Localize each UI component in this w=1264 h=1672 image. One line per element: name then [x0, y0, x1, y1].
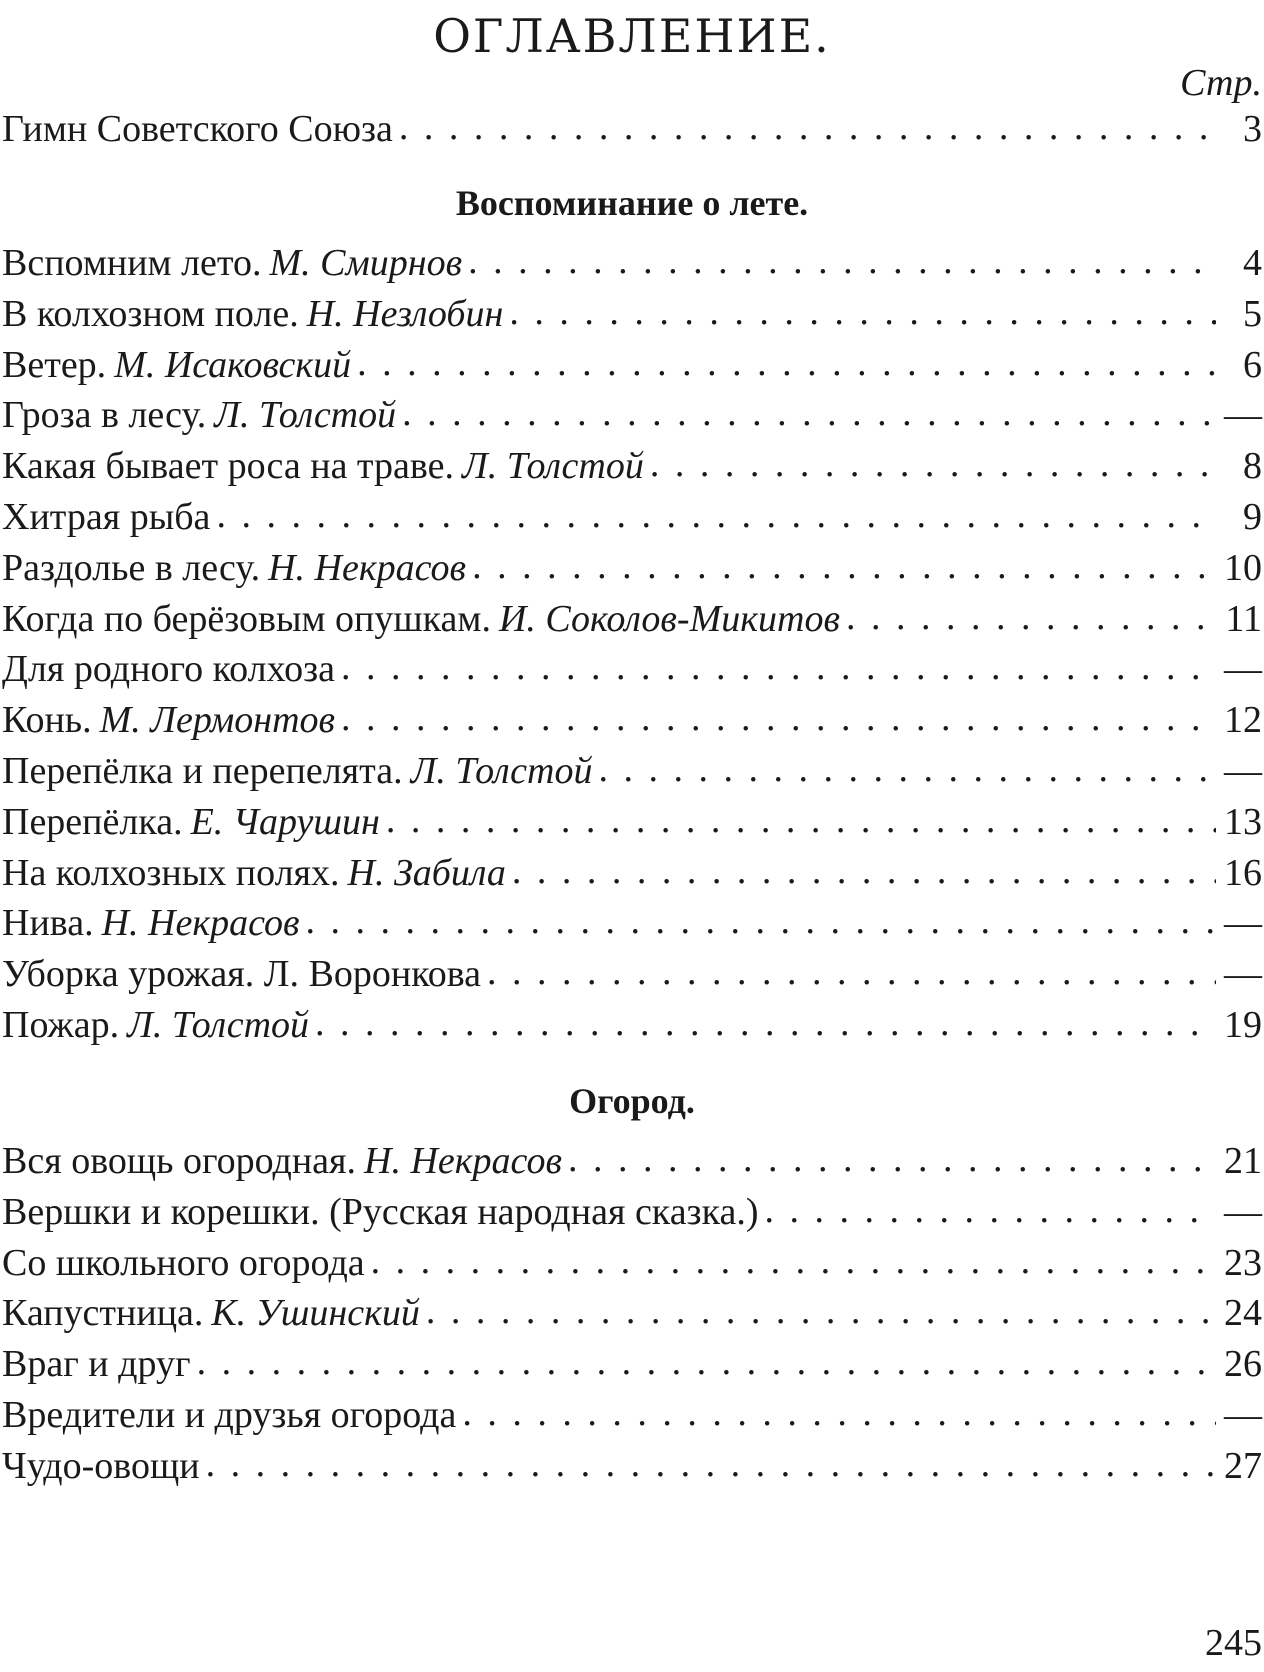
dot-leader — [468, 236, 1216, 286]
entry-page-number: 4 — [1243, 242, 1262, 284]
entry-page-number: 19 — [1224, 1004, 1262, 1046]
dot-leader — [512, 846, 1216, 896]
entry-author: Е. Чарушин — [190, 800, 380, 843]
dot-leader — [472, 541, 1216, 591]
dot-leader — [357, 338, 1216, 388]
entry-page-number: — — [1224, 648, 1262, 691]
page-column-label: Стр. — [1180, 62, 1262, 104]
toc-entry — [2, 1136, 1262, 1186]
dot-leader — [386, 795, 1216, 845]
entry-author: М. Исаковский — [114, 343, 352, 386]
entry-title: Конь. — [2, 699, 92, 742]
toc-entry — [2, 1390, 1262, 1440]
entry-page-number: — — [1224, 953, 1262, 996]
dot-leader — [206, 1439, 1216, 1489]
toc-entry — [2, 848, 1262, 898]
entry-title: Вершки и корешки. (Русская народная сказка.) — [2, 1190, 759, 1233]
entry-page-number: 21 — [1224, 1140, 1262, 1182]
entry-title: Вся овощь огородная. — [2, 1140, 357, 1182]
dot-leader — [764, 1185, 1216, 1235]
entry-title: Со школьного огорода — [2, 1241, 365, 1284]
entry-author: И. Соколов-Микитов — [498, 597, 840, 640]
dot-leader — [568, 1134, 1216, 1184]
entry-title: Чудо-овощи — [2, 1444, 200, 1487]
toc-entry — [2, 390, 1262, 440]
toc-entry — [2, 1238, 1262, 1288]
toc-entry — [2, 441, 1262, 491]
entry-author: М. Лермонтов — [99, 699, 336, 742]
entry-title: Враг и друг — [2, 1343, 191, 1386]
toc-entry — [2, 1288, 1262, 1338]
entry-page-number: 27 — [1224, 1444, 1262, 1487]
dot-leader — [846, 592, 1216, 642]
dot-leader — [341, 642, 1216, 692]
dot-leader — [426, 1286, 1216, 1336]
entry-page-number: 9 — [1243, 496, 1262, 538]
toc-entry — [2, 1339, 1262, 1389]
toc-entry — [2, 1000, 1262, 1050]
dot-leader — [487, 947, 1216, 997]
entry-title: Уборка урожая. Л. Воронкова — [2, 953, 482, 996]
entry-title: Какая бывает роса на траве. — [2, 445, 454, 488]
entry-page-number: 23 — [1224, 1241, 1262, 1284]
entry-title: Когда по берёзовым опушкам. — [2, 597, 491, 640]
dot-leader — [306, 896, 1216, 946]
entry-page-number: 6 — [1243, 343, 1262, 386]
entry-title: Пожар. — [2, 1004, 120, 1046]
toc-entry — [2, 289, 1262, 339]
toc-entry — [2, 797, 1262, 847]
toc-entry — [2, 340, 1262, 390]
entry-page-number: 16 — [1224, 851, 1262, 894]
dot-leader — [509, 287, 1216, 337]
entry-title: Капустница. — [2, 1292, 204, 1335]
entry-title: В колхозном поле. — [2, 292, 299, 335]
entry-title: Гроза в лесу. — [2, 394, 207, 437]
entry-page-number: 26 — [1224, 1343, 1262, 1386]
entry-page-number: 13 — [1224, 800, 1262, 843]
toc-entry — [2, 1441, 1262, 1491]
entry-page-number: — — [1224, 1190, 1262, 1233]
entry-title: Вспомним лето. — [2, 242, 262, 284]
toc-entry — [2, 238, 1262, 288]
toc-entry — [2, 695, 1262, 745]
entry-page-number: 11 — [1225, 597, 1262, 640]
entry-author: Л. Толстой — [461, 445, 644, 488]
dot-leader — [341, 693, 1216, 743]
toc-entry — [2, 746, 1262, 796]
toc-entry — [2, 492, 1262, 542]
entry-page-number: 5 — [1243, 292, 1262, 335]
entry-page-number: 8 — [1243, 445, 1262, 488]
section-heading-garden: Огород. — [569, 1081, 695, 1121]
entry-author: Н. Некрасов — [364, 1140, 562, 1182]
dot-leader — [216, 490, 1216, 540]
entry-author: Н. Некрасов — [101, 902, 300, 945]
entry-page-number: 3 — [1243, 108, 1262, 150]
entry-page-number: — — [1224, 1394, 1262, 1436]
entry-author: К. Ушинский — [211, 1292, 420, 1335]
entry-page-number: 24 — [1224, 1292, 1262, 1335]
entry-page-number: 12 — [1224, 699, 1262, 742]
toc-entry — [2, 1187, 1262, 1237]
entry-title: Ветер. — [2, 343, 107, 386]
entry-author: Л. Толстой — [410, 750, 593, 792]
entry-title: Гимн Советского Союза — [2, 108, 393, 150]
entry-page-number: — — [1224, 902, 1262, 945]
dot-leader — [197, 1337, 1216, 1387]
page-title: ОГЛАВЛЕНИЕ. — [433, 9, 831, 63]
dot-leader — [371, 1236, 1216, 1286]
dot-leader — [650, 439, 1216, 489]
section-heading-summer: Воспоминание о лете. — [455, 183, 809, 223]
entry-title: Хитрая рыба — [2, 496, 211, 538]
toc-entry-intro — [2, 104, 1262, 154]
entry-page-number: — — [1224, 750, 1262, 792]
entry-author: Н. Незлобин — [306, 292, 504, 335]
entry-title: Перепёлка. — [2, 800, 183, 843]
toc-entry — [2, 644, 1262, 694]
entry-author: Л. Толстой — [214, 394, 397, 437]
dot-leader — [399, 102, 1216, 152]
dot-leader — [315, 998, 1216, 1048]
toc-entry — [2, 543, 1262, 593]
entry-title: Нива. — [2, 902, 94, 945]
toc-entry — [2, 898, 1262, 948]
entry-author: Н. Забила — [347, 851, 506, 894]
entry-title: Вредители и друзья огорода — [2, 1394, 457, 1436]
entry-title: Раздолье в лесу. — [2, 546, 261, 589]
page-number-folio: 245 — [1205, 1622, 1262, 1664]
dot-leader — [462, 1388, 1216, 1438]
entry-page-number: 10 — [1224, 546, 1262, 589]
dot-leader — [402, 388, 1216, 438]
entry-page-number: — — [1224, 394, 1262, 437]
dot-leader — [598, 744, 1216, 794]
entry-title: Перепёлка и перепелята. — [2, 750, 403, 792]
entry-author: Л. Толстой — [127, 1004, 310, 1046]
toc-entry — [2, 949, 1262, 999]
entry-title: Для родного колхоза — [2, 648, 336, 691]
entry-author: Н. Некрасов — [268, 546, 467, 589]
entry-title: На колхозных полях. — [2, 851, 340, 894]
toc-entry — [2, 594, 1262, 644]
entry-author: М. Смирнов — [269, 242, 463, 284]
